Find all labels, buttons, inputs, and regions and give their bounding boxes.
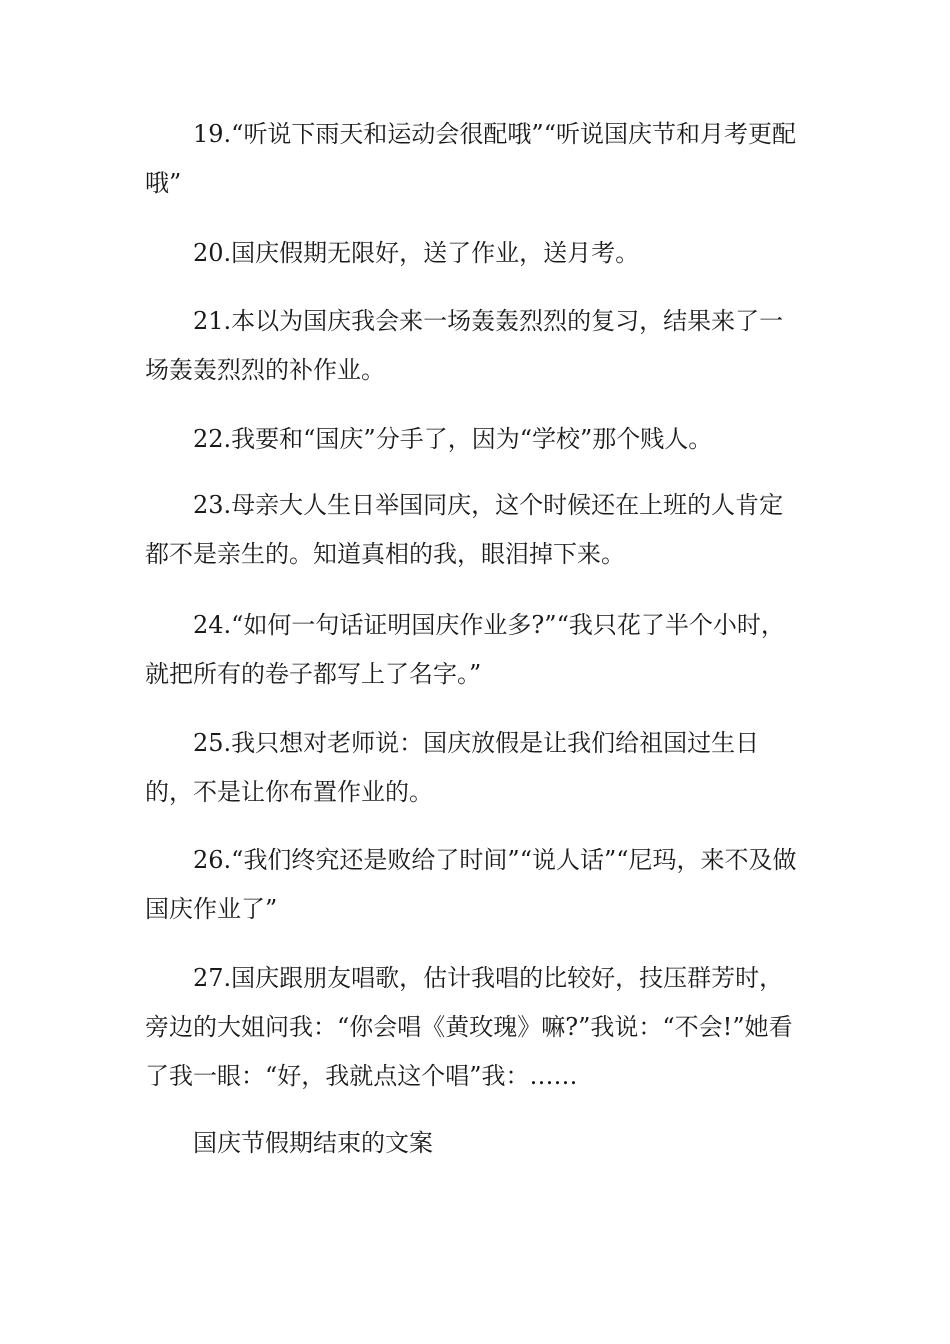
paragraph-22: 22.我要和“国庆”分手了，因为“学校”那个贱人。 <box>193 425 713 453</box>
paragraph-26: 26.“我们终究还是败给了时间”“说人话”“尼玛，来不及做国庆作业了” <box>145 846 797 923</box>
paragraph-23: 23.母亲大人生日举国同庆，这个时候还在上班的人肯定都不是亲生的。知道真相的我，眼泪掉下来。 <box>145 491 784 568</box>
paragraph-24: 24.“如何一句话证明国庆作业多?”“我只花了半个小时，就把所有的卷子都写上了名字。” <box>145 611 785 688</box>
paragraph-21: 21.本以为国庆我会来一场轰轰烈烈的复习，结果来了一场轰轰烈烈的补作业。 <box>145 307 784 384</box>
paragraph-27: 27.国庆跟朋友唱歌，估计我唱的比较好，技压群芳时，旁边的大姐问我：“你会唱《黄玫瑰》嘛?”我说：“不会!”她看了我一眼：“好，我就点这个唱”我：…… <box>145 964 793 1090</box>
paragraph-20: 20.国庆假期无限好，送了作业，送月考。 <box>193 239 640 267</box>
paragraph-25: 25.我只想对老师说：国庆放假是让我们给祖国过生日的，不是让你布置作业的。 <box>145 729 760 806</box>
section-heading: 国庆节假期结束的文案 <box>193 1129 433 1157</box>
paragraph-19: 19.“听说下雨天和运动会很配哦”“听说国庆节和月考更配哦” <box>145 120 796 197</box>
